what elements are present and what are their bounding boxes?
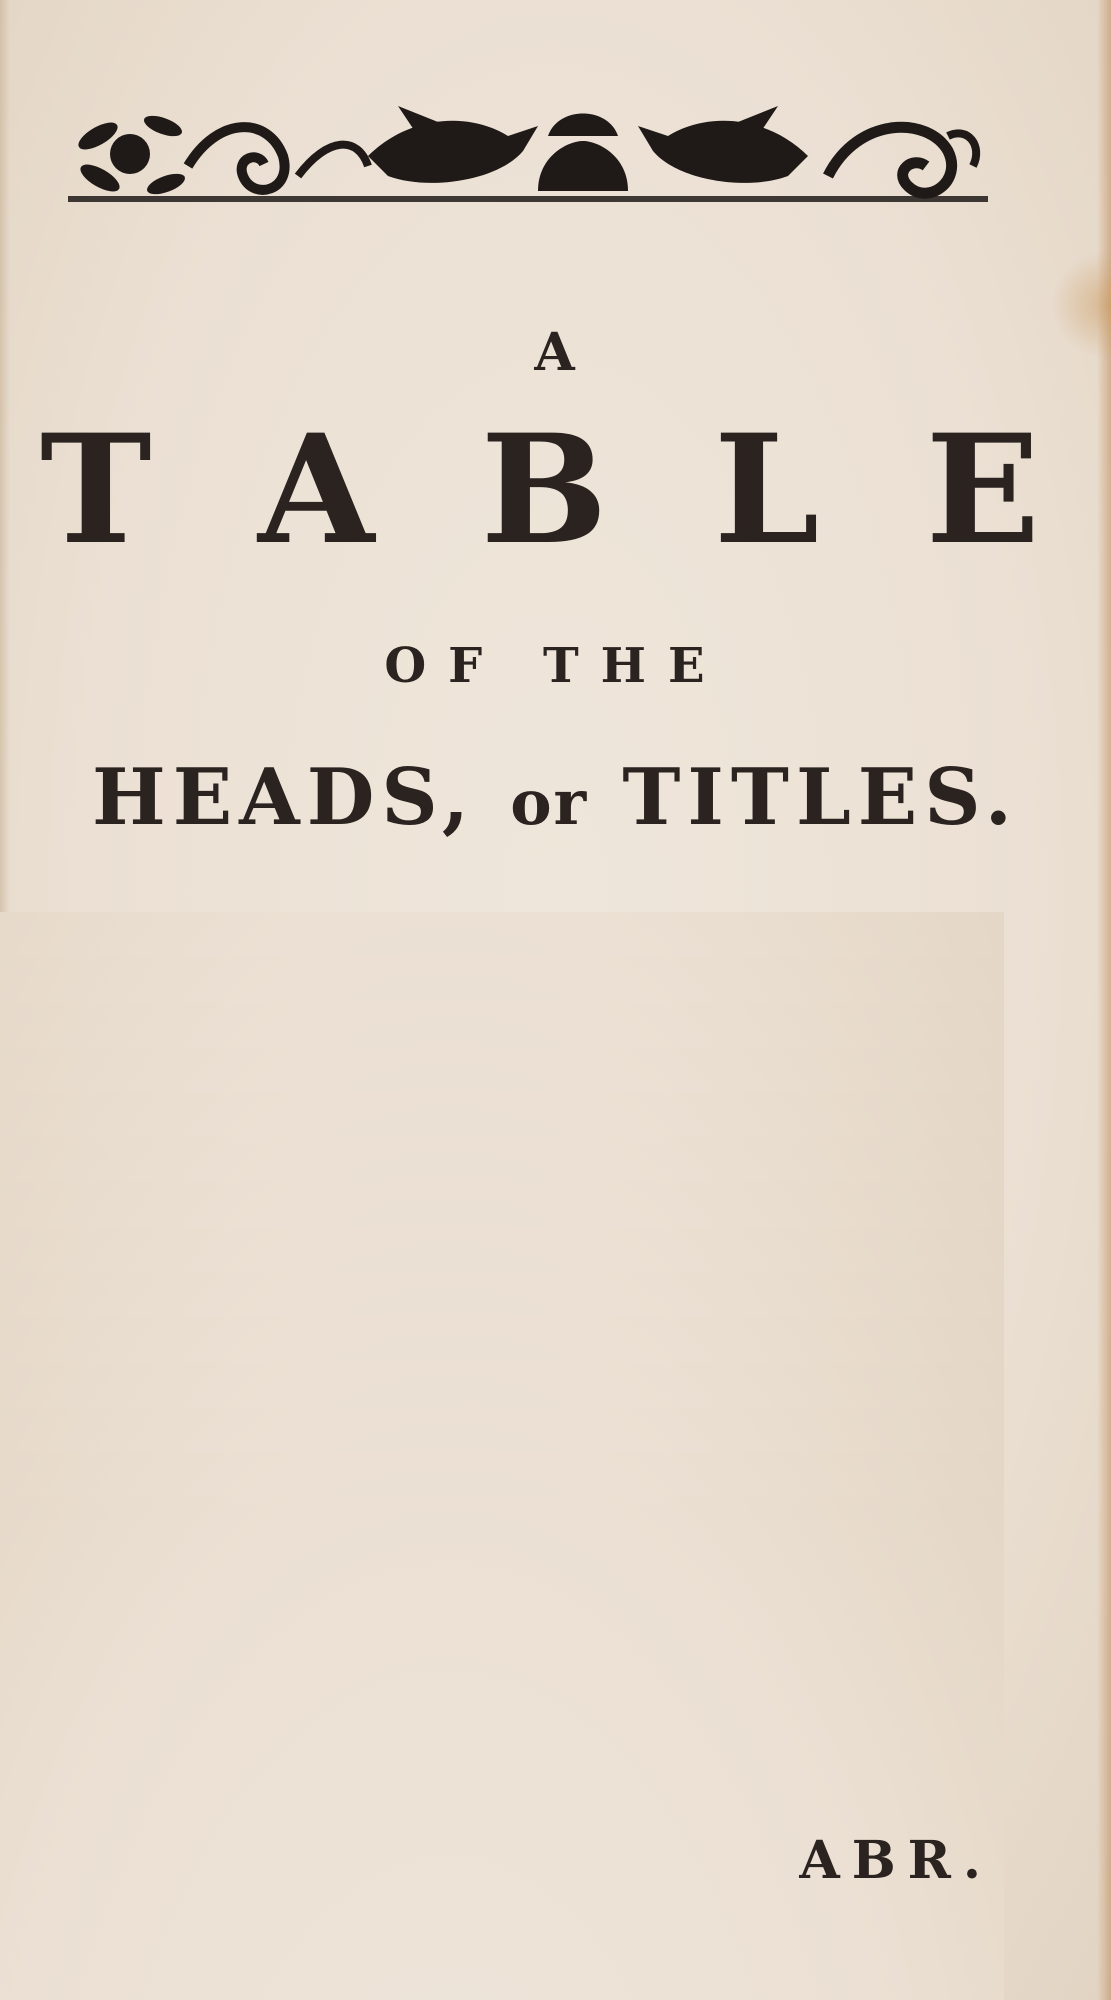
title-letter: T xyxy=(40,402,152,578)
toc-entry xyxy=(544,1227,1004,1272)
title-of-the: OF THE xyxy=(384,638,727,694)
ornament-headpiece xyxy=(68,96,988,222)
toc-entry xyxy=(544,1362,1004,1407)
toc-entry xyxy=(544,1272,1004,1317)
toc-entry xyxy=(544,1002,1004,1047)
toc-entry xyxy=(544,1317,1004,1362)
toc-entry xyxy=(544,1047,1004,1092)
toc-right-column xyxy=(544,912,1004,1542)
toc-entry xyxy=(544,1182,1004,1227)
toc-entry xyxy=(544,1137,1004,1182)
title-letter: L xyxy=(713,402,820,578)
title-letter: B xyxy=(480,402,608,578)
title-table xyxy=(40,402,1040,578)
title-letter: A xyxy=(257,402,375,578)
catchword: ABR. xyxy=(799,1830,993,1891)
title-titles: TITLES. xyxy=(622,752,1019,843)
toc-entry xyxy=(544,957,1004,1002)
table-of-contents xyxy=(44,912,1014,1582)
toc-entry xyxy=(544,1497,1004,1542)
toc-entry xyxy=(544,912,1004,957)
title-heads-or-titles xyxy=(48,752,1063,843)
title-letter: E xyxy=(925,402,1040,578)
title-article: A xyxy=(534,322,577,383)
toc-entry xyxy=(544,1407,1004,1452)
toc-entry xyxy=(544,1092,1004,1137)
title-heads: HEADS, xyxy=(92,752,477,843)
title-or: or xyxy=(510,766,589,839)
toc-entry xyxy=(544,1452,1004,1497)
